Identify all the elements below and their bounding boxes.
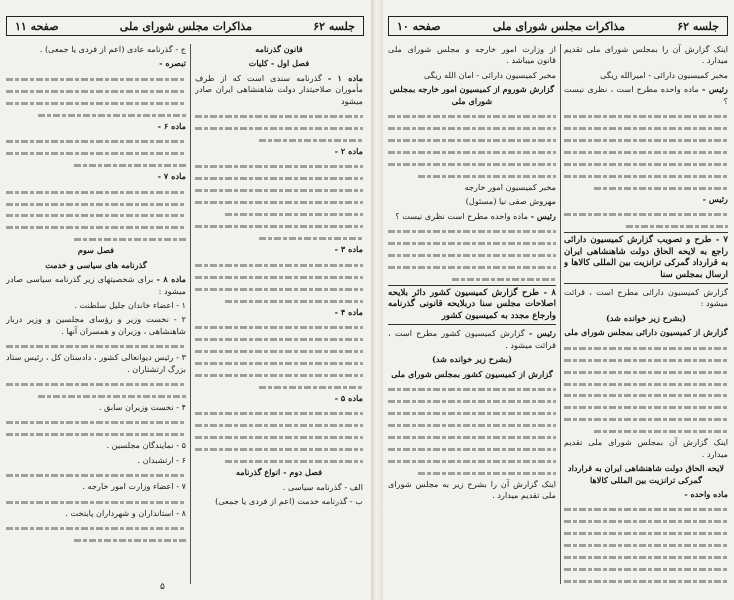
text-line [195,172,363,183]
text-line [6,109,186,120]
text-line [195,110,363,121]
text-line [195,271,363,282]
text-line [564,515,728,526]
text-line [564,575,728,586]
list-item-1: ۱ - اعضاء خاندان جلیل سلطنت . [74,300,186,311]
text-line [195,357,363,368]
text-line [195,333,363,344]
left-page-number: صفحه ۱۱ [15,19,59,33]
text-line [195,431,363,442]
left-session-label: جلسه ۶۲ [313,19,355,33]
text-line [388,443,556,454]
text-line [6,390,186,401]
text-line [388,170,556,181]
list-item-6: ۶ - ارتشبدان . [137,454,186,465]
text-line [388,158,556,169]
law-title: قانون گذرنامه [255,44,303,54]
text-line [6,428,186,439]
text-line [6,209,186,220]
text-line [388,273,556,284]
text-line [195,283,363,294]
column-divider [190,44,191,584]
read-note: (بشرح زیر خوانده شد) [431,354,513,365]
right-session-label: جلسه ۶۲ [677,19,719,33]
text-line [564,563,728,574]
report-title: گزارش از کمیسیون کشور بمجلس شورای ملی [391,368,553,379]
page-gutter [371,0,383,600]
text-line [564,146,728,157]
text-line [564,389,728,400]
text-line [195,122,363,133]
list-item-4: ۴ - نخست وزیران سابق . [98,402,186,413]
text-line [6,416,186,427]
text-line [388,261,556,272]
right-page-number: صفحه ۱۰ [397,19,441,33]
text-line [564,527,728,538]
speaker-label: رئیس - [530,210,556,221]
speaker-label: رئیس - [702,84,728,95]
article-8-label: ماده ۸ - [156,274,186,285]
text-line [195,259,363,270]
text-line [388,455,556,466]
text-line [195,381,363,392]
text-line [388,467,556,478]
paragraph: گزارش کمیسیون دارائی مطرح است ، قرائت میشود : [564,286,728,309]
text-line [388,431,556,442]
report-title: گزارش از کمیسیون دارائی بمجلس شورای ملی [564,327,728,338]
text-line [388,134,556,145]
text-line [564,551,728,562]
signature: مخبر کمیسیون امور خارجه [464,181,556,192]
text-line [195,321,363,332]
text-line [6,186,186,197]
article-7-label: ماده ۷ - [157,171,186,182]
paragraph: اینک گزارش آن را بمجلس شورای ملی تقدیم میدارد . [564,44,728,66]
text-line [6,198,186,209]
chapter2-heading: فصل دوم - انواع گذرنامه [235,467,323,478]
text-line [195,232,363,243]
text-line [564,413,728,424]
text-line [388,419,556,430]
text-line [6,147,186,158]
text-line [6,233,186,244]
text-line [564,401,728,412]
text-line [195,369,363,380]
text-line [388,237,556,248]
paragraph: از وزارت امور خارجه و مجلس شورای ملی قانون میباشد . [388,44,556,66]
text-line [388,249,556,260]
speaker-text: ماده واحده مطرح است نظری نیست ؟ [395,210,528,221]
article-1 [195,73,363,107]
text-line [195,196,363,207]
speaker-text: گزارش کمیسیون کشور مطرح است ، قرائت میشود . [388,328,556,350]
text-line [564,134,728,145]
chapter3-subheading: گذرنامه های سیاسی و خدمت [45,259,147,270]
text-line [6,97,186,108]
text-line [564,122,728,133]
left-page-header [6,16,364,36]
list-item-7: ۷ - اعضاء وزارت امور خارجه . [82,481,186,492]
law-title: لایحه الحاق دولت شاهنشاهی ایران به قرارداد گمرکی ترانزیت بین المللی کالاها [567,463,725,485]
text-line [6,73,186,84]
text-line [564,220,728,231]
passport-type-ordinary: ج - گذرنامه عادی (اعم از فردی یا جمعی) . [39,44,186,54]
text-line [6,340,186,351]
text-line [564,170,728,181]
article-5-label: ماده ۵ - [334,392,363,403]
chapter3-heading: فصل سوم [77,245,115,256]
paragraph: اینک گزارش آن بمجلس شورای ملی تقدیم میدارد . [564,437,728,459]
text-line [564,425,728,436]
speaker-label: رئیس - [529,328,556,339]
article-8-text: برای شخصیتهای زیر گذرنامه سیاسی صادر میشود : [6,274,186,296]
text-line [6,522,186,533]
column-divider [560,44,561,584]
passport-type-diplomatic: الف - گذرنامه سیاسی . [282,481,363,492]
text-line [195,160,363,171]
text-line [195,419,363,430]
signature: مهروش صفی نیا (مسئول) [465,196,556,207]
speaker-label: رئیس - [702,193,728,204]
text-line [195,220,363,231]
text-line [195,208,363,219]
right-page [384,0,734,600]
right-page-right-column [564,44,728,592]
left-page-left-column [6,44,186,592]
left-page-right-column [195,44,363,592]
text-line [6,135,186,146]
text-line [564,110,728,121]
text-line [6,469,186,480]
text-line [6,221,186,232]
article-8 [6,274,186,297]
text-line [6,159,186,170]
text-line [564,342,728,353]
article-3-label: ماده ۳ - [334,244,363,255]
report-title: گزارش شوروم از کمیسیون امور خارجه بمجلس شورای ملی [389,84,555,106]
text-line [388,407,556,418]
article-1-text: گذرنامه سندی است که از طرف مأموران صلاحیتدار دولت شاهنشاهی ایران صادر میشود [195,72,363,106]
text-line [195,184,363,195]
text-line [564,503,728,514]
signature: مخبر کمیسیون دارائی - امیرالله ریگی [600,69,728,80]
single-article-label: ماده واحده - [684,489,728,500]
text-line [564,182,728,193]
text-line [564,539,728,550]
right-page-left-column [388,44,556,592]
text-line [6,534,186,545]
paragraph: اینک گزارش آن را بشرح زیر به مجلس شورای ملی تقدیم میدارد . [388,478,556,501]
list-item-8: ۸ - استانداران و شهرداران پایتخت . [65,507,186,518]
signature: مخبر کمیسیون دارائی - امان الله ریگی [423,69,556,80]
right-header-title: مذاکرات مجلس شورای ملی [492,19,625,33]
section-8-heading: ۸ - طرح گزارش کمیسیون کشور دائر بلایحه اصلاحات مجلس سنا دربلایحه قانونی گذرنامه وارجاع مجدد به کمیسیون کشور [388,285,556,325]
text-line [195,443,363,454]
article-2-label: ماده ۲ - [334,145,363,156]
list-item-5: ۵ - نمایندگان مجلسین . [106,440,186,451]
passport-type-service: ب - گذرنامه خدمت (اعم از فردی یا جمعی) [215,496,363,507]
page-mark: ۵ [160,582,165,592]
section-7-heading: ۷ - طرح و تصویب گزارش کمیسیون دارائی راجع به لایحه الحاق دولت شاهنشاهی ایران به قرارداد گمرکی ترانزیت بین المللی کالاها و ارسال بمجلس سنا [564,232,728,284]
chapter1-heading: فصل اول - کلیات [248,58,310,69]
text-line [388,122,556,133]
text-line [388,146,556,157]
text-line [195,134,363,145]
text-line [564,208,728,219]
list-item-2: ۲ - نخست وزیر و رؤسای مجلسین و وزیر دربار شاهنشاهی ، وزیران و همسران آنها . [6,314,186,336]
text-line [388,225,556,236]
text-line [195,345,363,356]
text-line [195,407,363,418]
text-line [564,158,728,169]
article-1-label: ماده ۱ - [327,72,363,83]
speaker-text: ماده واحده مطرح است ، نظری نیست ؟ [564,84,728,106]
article-6-label: ماده ۶ - [157,120,186,131]
text-line [388,395,556,406]
text-line [388,383,556,394]
article-4-label: ماده ۴ - [334,306,363,317]
text-line [6,496,186,507]
text-line [6,378,186,389]
text-line [195,295,363,306]
text-line [6,85,186,96]
speaker-line [564,84,728,107]
speaker-line [388,328,556,351]
list-item-3: ۳ - رئیس دیوانعالی کشور ، دادستان کل ، رئیس ستاد بزرگ ارتشتاران . [6,352,186,374]
text-line [564,354,728,365]
text-line [564,366,728,377]
read-note: (بشرح زیر خوانده شد) [605,312,687,323]
right-page-header [388,16,728,36]
left-header-title: مذاکرات مجلس شورای ملی [119,19,252,33]
note-label: تبصره - [159,58,186,69]
speaker-line [388,211,556,222]
text-line [388,110,556,121]
text-line [564,378,728,389]
text-line [195,455,363,466]
